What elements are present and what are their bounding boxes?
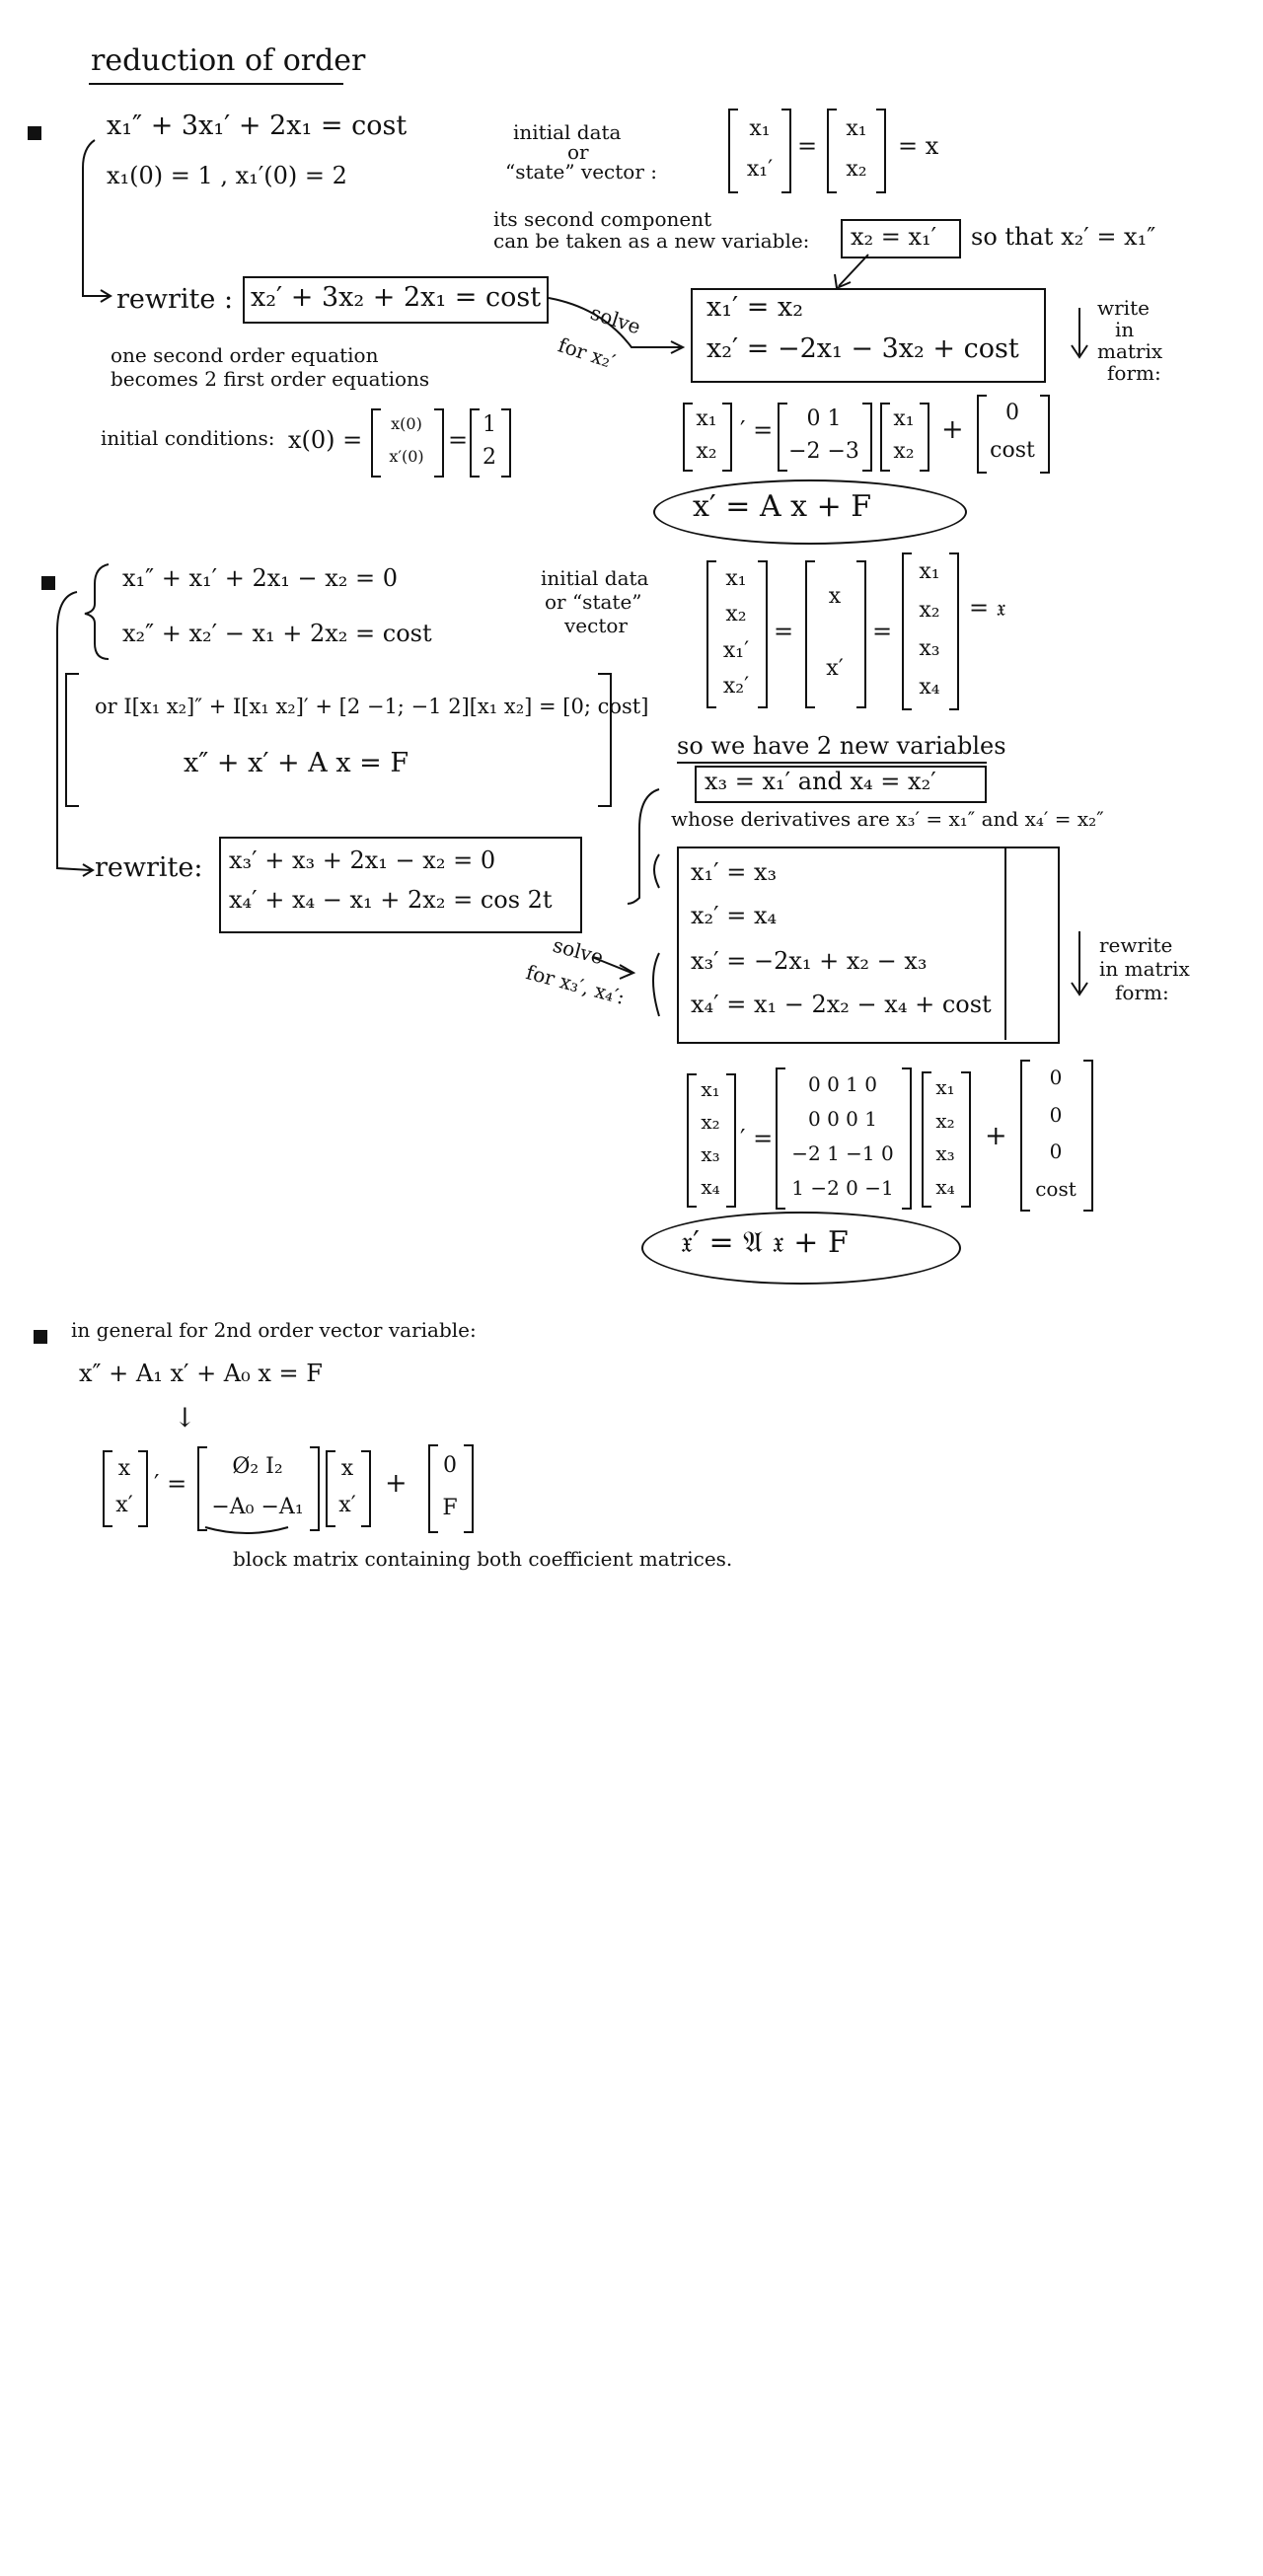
s2-mlhs-rbracket: [726, 1073, 736, 1208]
s2-mrhs-3: x₄: [935, 1174, 955, 1199]
s2-mrhs-0: x₁: [935, 1075, 955, 1100]
s1-mF-rbracket: [1040, 395, 1050, 474]
s2-result: 𝔵′ = 𝔄 𝔵 + F: [681, 1225, 849, 1260]
s1-ic-lhs: x(0) =: [288, 426, 363, 454]
s2-vecA-0: x₁: [725, 565, 747, 591]
s2-system-3: x₄′ = x₁ − 2x₂ − x₄ + cost: [691, 991, 992, 1018]
s1-state-vec-right-0: x₁: [846, 115, 867, 141]
s3-heading: in general for 2nd order vector variable:: [71, 1318, 477, 1342]
s2-prime-eq: ′ =: [740, 1125, 774, 1152]
s3-lhs-vec: [111, 1450, 138, 1523]
s1-mF-0: 0: [1005, 401, 1019, 426]
s2-mrhs-1: x₂: [935, 1108, 955, 1133]
s1-new-var: x₂ = x₁′: [851, 223, 937, 251]
s3-rhs-0: x: [340, 1455, 354, 1481]
s1-ic-mid-rbracket: [434, 408, 444, 478]
s2-system-1: x₂′ = x₄: [691, 902, 778, 929]
s3-arrow: ↓: [174, 1403, 196, 1434]
s2-or-lbracket: [65, 673, 79, 807]
s2-mlhs-3: x₄: [701, 1175, 720, 1199]
s2-rewrite-line1: x₃′ + x₃ + 2x₁ − x₂ = 0: [229, 846, 496, 874]
s2-derivatives: whose derivatives are x₃′ = x₁″ and x₄′ = x₂″: [671, 807, 1104, 831]
s1-write-4: form:: [1107, 361, 1161, 385]
s1-state-label-3: “state” vector :: [505, 160, 657, 184]
s2-system-brace: [628, 789, 659, 904]
s1-write-3: matrix: [1097, 339, 1163, 363]
s2-eq2: x₂″ + x₂′ − x₁ + 2x₂ = cost: [122, 620, 432, 647]
s2-solve-for: for x₃′, x₄′:: [523, 960, 628, 1009]
s2-vecC-3: x₄: [919, 674, 940, 699]
s2-matrix-rhs: [929, 1071, 961, 1204]
s2-state-vec-a: [714, 560, 758, 704]
s2-system-divider: [1004, 846, 1006, 1040]
s1-solve-for: for x₂′: [555, 332, 619, 374]
s2-matrix-F: [1028, 1060, 1083, 1208]
s3-block-matrix: [205, 1446, 310, 1527]
s3-note: block matrix containing both coefficient matrices.: [233, 1547, 733, 1571]
s2-plus: +: [985, 1121, 1007, 1151]
s2-rewrite-matrix-2: in matrix: [1099, 957, 1190, 981]
s1-equation: x₁″ + 3x₁′ + 2x₁ = cost: [107, 110, 408, 141]
s2-new-vars: x₃ = x₁′ and x₄ = x₂′: [705, 768, 936, 795]
s2-solve-label: solve: [550, 932, 607, 970]
s2-vecC-1: x₂: [919, 597, 940, 623]
s3-lhs-1: x′: [115, 1492, 133, 1517]
s1-state-vec-left-bracket: [728, 109, 738, 193]
s2-mF-1: 0: [1049, 1102, 1063, 1127]
s2-vecC-2: x₃: [919, 635, 940, 661]
s1-prime-eq: ′ =: [740, 416, 774, 444]
s3-lhs-0: x: [117, 1455, 131, 1481]
s1-rewrite-arrow: [83, 140, 109, 296]
s2-vecA-1: x₂: [725, 602, 747, 627]
s2-vecA-rbracket: [758, 560, 768, 708]
s1-result: x′ = A x + F: [693, 489, 872, 524]
s2-state-eq2: =: [872, 618, 893, 645]
s1-matrix-rhs: [888, 403, 920, 468]
s2-mA-rbracket: [902, 1067, 912, 1210]
title-underline: [89, 83, 343, 85]
s1-state-label-1: initial data: [513, 120, 622, 144]
s3-equation: x″ + A₁ x′ + A₀ x = F: [79, 1360, 323, 1387]
s1-mrhs-rbracket: [920, 403, 929, 472]
s1-mlhs-0: x₁: [696, 405, 717, 431]
s3-rhs-rbracket: [361, 1450, 371, 1527]
s1-state-vec-right-rbracket: [876, 109, 886, 193]
s2-vecB-0: x: [828, 583, 842, 609]
s3-prime-eq: ′ =: [154, 1470, 187, 1498]
s2-mF-0: 0: [1049, 1066, 1063, 1090]
s2-mF-rbracket: [1083, 1060, 1093, 1212]
s1-ic-label: initial conditions:: [101, 426, 275, 450]
s3-block-row1: −A₀ −A₁: [211, 1494, 304, 1519]
s1-ic-mid-1: x′(0): [389, 447, 424, 467]
s1-mlhs-1: x₂: [696, 438, 717, 464]
s2-mrhs-2: x₃: [935, 1141, 955, 1166]
s1-state-label-2: or: [567, 140, 589, 164]
s1-mA-rbracket: [862, 403, 872, 472]
s2-rewrite-matrix-1: rewrite: [1099, 933, 1173, 957]
s1-state-equals: =: [797, 132, 818, 160]
s2-vecB-1: x′: [826, 655, 844, 681]
s1-solve-label: solve: [587, 300, 644, 339]
s2-state-vec-c: [910, 552, 949, 706]
s2-mA-row3: 1 −2 0 −1: [791, 1176, 894, 1200]
s1-second-comp-1: its second component: [493, 207, 712, 231]
s1-matrix-lhs: [691, 403, 722, 468]
s1-ic-equals: =: [448, 426, 469, 454]
s2-mlhs-2: x₃: [701, 1142, 720, 1166]
s3-block-row0: Ø₂ I₂: [232, 1453, 283, 1479]
s3-rhs-1: x′: [338, 1492, 356, 1517]
s2-mF-2: 0: [1049, 1140, 1063, 1164]
s2-state-vec-name: = 𝔵: [969, 594, 1006, 622]
s2-brace: [85, 564, 109, 659]
s2-mA-row2: −2 1 −1 0: [791, 1141, 894, 1165]
s1-state-vec-right: [837, 109, 876, 189]
s2-new-vars-underline: [677, 762, 987, 764]
s3-F-vec: [436, 1444, 464, 1529]
s2-state-label-1: initial data: [541, 566, 649, 590]
s2-vecA-3: x₂′: [722, 674, 750, 699]
s2-vecB-rbracket: [856, 560, 866, 708]
s2-system-2: x₃′ = −2x₁ + x₂ − x₃: [691, 947, 928, 975]
s1-ic-vec-right: [478, 408, 501, 474]
s2-system-0: x₁′ = x₃: [691, 858, 778, 886]
s1-state-vec-right-1: x₂: [846, 156, 867, 182]
s2-mlhs-0: x₁: [701, 1077, 720, 1101]
s2-mrhs-rbracket: [961, 1071, 971, 1208]
s3-lhs-rbracket: [138, 1450, 148, 1527]
s2-matrix-A: [783, 1067, 902, 1206]
s1-mrhs-0: x₁: [893, 405, 915, 431]
section3-bullet: [34, 1330, 47, 1344]
s1-initial-values: x₁(0) = 1 , x₁′(0) = 2: [107, 162, 347, 189]
s2-system-brace-lower: [653, 953, 659, 1016]
s1-ic-right-rbracket: [501, 408, 511, 478]
s2-rewrite-label: rewrite:: [95, 852, 203, 883]
s2-state-label-3: vector: [564, 614, 628, 637]
s1-state-vec-left: [738, 109, 781, 189]
s3-block-rbracket: [310, 1446, 320, 1531]
s1-rewrite-equation: x₂′ + 3x₂ + 2x₁ = cost: [251, 282, 542, 313]
s1-newvar-arrow: [839, 255, 868, 286]
s2-mlhs-1: x₂: [701, 1110, 720, 1134]
s2-new-vars-1: so we have 2 new variables: [677, 732, 1006, 760]
s3-F-rbracket: [464, 1444, 474, 1533]
s1-state-vec-right-bracket: [827, 109, 837, 193]
s1-rewrite-arrowhead: [101, 290, 111, 302]
page-title: reduction of order: [91, 43, 366, 78]
s1-plus: +: [941, 414, 964, 445]
s1-state-vec-left-rbracket: [781, 109, 791, 193]
s1-mF-1: cost: [990, 438, 1035, 464]
s1-mrhs-1: x₂: [893, 438, 915, 464]
section1-bullet: [28, 126, 41, 140]
s2-state-label-2: or “state”: [545, 590, 642, 614]
s1-state-vec-left-0: x₁: [749, 115, 771, 141]
s1-ic-right-0: 1: [483, 411, 496, 437]
s2-mF-3: cost: [1035, 1176, 1077, 1201]
s2-state-eq1: =: [774, 618, 794, 645]
s1-ic-mid-0: x(0): [391, 414, 422, 434]
s3-F-0: 0: [443, 1452, 457, 1478]
s2-vecC-0: x₁: [919, 558, 940, 584]
s1-mA-row0: 0 1: [806, 405, 842, 431]
s1-system-line2: x₂′ = −2x₁ − 3x₂ + cost: [706, 333, 1019, 364]
s1-write-2: in: [1115, 318, 1135, 341]
s3-plus: +: [385, 1468, 408, 1499]
s3-underbrace: [205, 1527, 288, 1533]
s1-mA-row1: −2 −3: [788, 438, 859, 464]
s1-state-vec-left-1: x₁′: [746, 156, 774, 182]
s1-system-line1: x₁′ = x₂: [706, 292, 804, 323]
s1-matrix-F: [985, 395, 1040, 470]
s2-rewrite-line2: x₄′ + x₄ − x₁ + 2x₂ = cos 2t: [229, 886, 553, 914]
s2-or-matrix-form: or I[x₁ x₂]″ + I[x₁ x₂]′ + [2 −1; −1 2][x₁ x₂] = [0; cost]: [95, 695, 649, 718]
s1-so-that: so that x₂′ = x₁″: [971, 223, 1156, 251]
s1-ic-right-1: 2: [483, 444, 496, 470]
s1-state-vec-name: = x: [898, 132, 939, 160]
s1-rewrite-label: rewrite :: [116, 284, 234, 315]
s1-mlhs-rbracket: [722, 403, 732, 472]
s2-rewrite-matrix-3: form:: [1115, 981, 1169, 1004]
s3-F-1: F: [442, 1495, 458, 1520]
s2-matrix-compact: x″ + x′ + A x = F: [184, 748, 409, 778]
s2-state-vec-b: [813, 560, 856, 704]
s2-matrix-lhs: [695, 1073, 726, 1204]
s2-vecC-rbracket: [949, 552, 959, 710]
s1-write-1: write: [1097, 296, 1150, 320]
s2-mA-row1: 0 0 0 1: [808, 1107, 877, 1131]
s2-or-rbracket: [598, 673, 612, 807]
s2-mA-row0: 0 0 1 0: [808, 1072, 877, 1096]
s2-eq1: x₁″ + x₁′ + 2x₁ − x₂ = 0: [122, 564, 399, 592]
s1-note-2: becomes 2 first order equations: [111, 367, 430, 391]
s1-ic-vec-mid: [379, 408, 434, 474]
s2-vecA-2: x₁′: [722, 637, 750, 663]
section2-bullet: [41, 576, 55, 590]
s1-matrix-A: [785, 403, 862, 468]
s1-note-1: one second order equation: [111, 343, 379, 367]
s3-rhs-vec: [334, 1450, 361, 1523]
s1-second-comp-2: can be taken as a new variable:: [493, 229, 810, 253]
